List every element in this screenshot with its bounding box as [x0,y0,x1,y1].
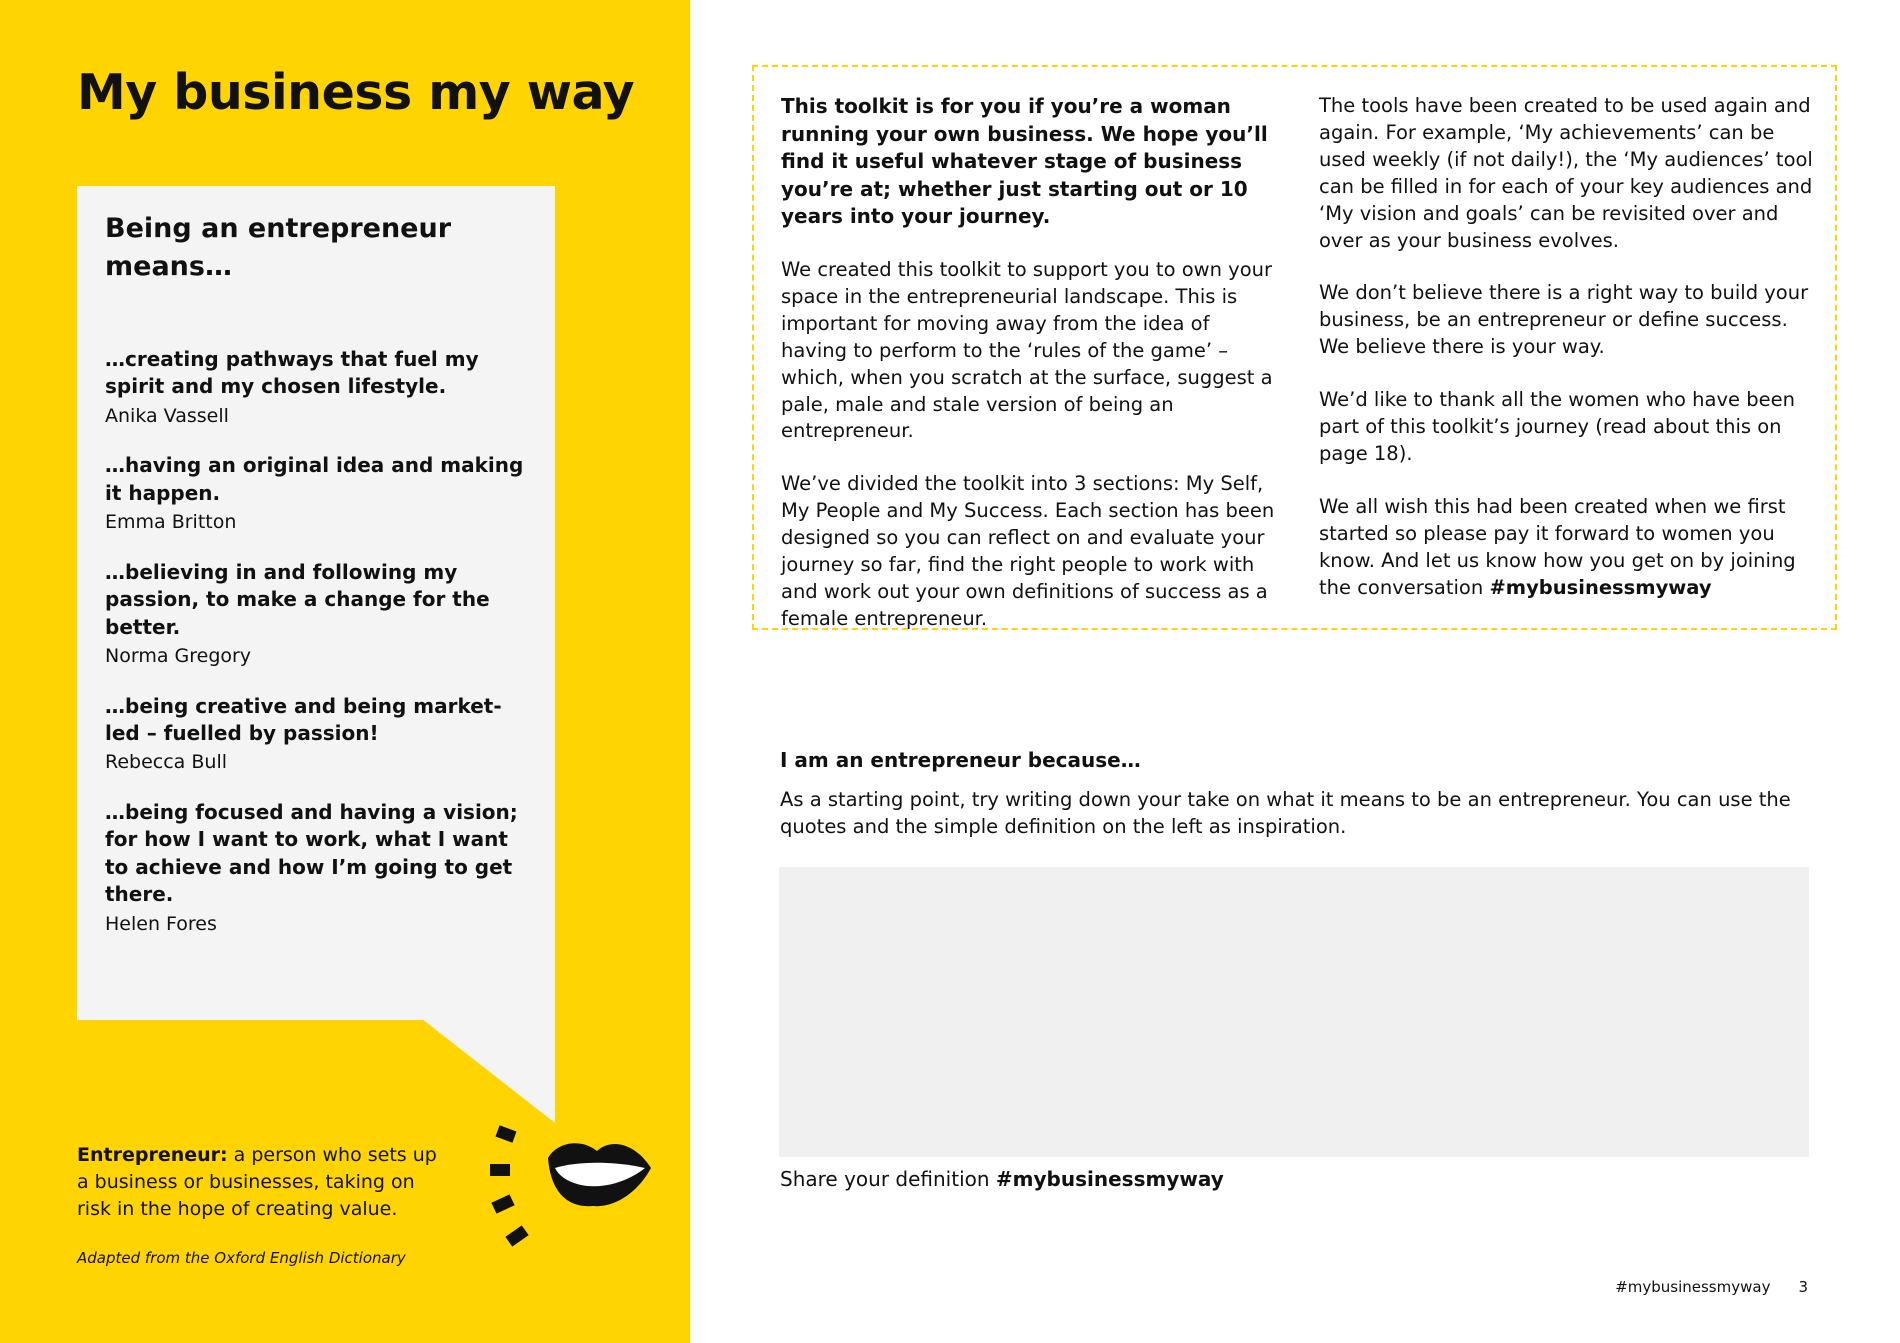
quote-author: Emma Britton [105,511,237,534]
quote-bubble [77,186,555,1020]
bubble-heading: Being an entrepreneur means… [105,213,452,283]
intro-paragraph: We created this toolkit to support you to own your space in the entrepreneurial landscape. This is important for moving away from the idea of having to perform to the ‘rules of the game’ – which, when you scratch at the surface, suggest a pale, male and stale version of being an entrepreneur. [781,257,1273,443]
share-line [780,1167,1224,1191]
intro-paragraph: The tools have been created to be used again and again. For example, ‘My achievements’ can be used weekly (if not daily!), the ‘My audiences’ tool can be filled in for each of your key audiences and ‘My vision and goals’ can be revisited over and over as your business evolves. [1319,94,1813,252]
quote-text: …being focused and having a vision; for how I want to work, what I want to achieve and how I’m going to get there. [105,800,518,907]
speech-dashes [490,1125,529,1246]
quote-list [105,346,535,960]
quote-author: Rebecca Bull [105,751,227,774]
definition-answer-field[interactable] [779,867,1809,1157]
closing-text: We all wish this had been created when we first started so please pay it forward to women you know. And let us know how you get on by joining the conversation [1319,494,1796,599]
quote-item [105,799,535,937]
intro-paragraph: We’d like to thank all the women who have been part of this toolkit’s journey (read about this on page 18). [1319,388,1795,465]
quote-author: Norma Gregory [105,645,252,668]
intro-box [752,65,1837,630]
quote-item [105,559,535,670]
quote-item [105,693,535,776]
share-hashtag: #mybusinessmyway [995,1167,1224,1191]
definition-source: Adapted from the Oxford English Dictionary [77,1249,406,1267]
prompt-instructions: As a starting point, try writing down your take on what it means to be an entrepreneur. You can use the quotes and the simple definition on the left as inspiration. [780,788,1791,838]
page-title: My business my way [77,64,635,121]
intro-paragraph: We don’t believe there is a right way to build your business, be an entrepreneur or define success. We believe there is your way. [1319,281,1809,359]
quote-text: …having an original idea and making it happen. [105,453,524,505]
hashtag: #mybusinessmyway [1489,575,1712,599]
footer-hashtag: #mybusinessmyway [1615,1278,1771,1296]
share-text: Share your definition [780,1167,996,1191]
intro-column-right [1319,93,1819,628]
intro-paragraph: We’ve divided the toolkit into 3 sections: My Self, My People and My Success. Each section has been designed so you can reflect on and evaluate your journey so far, find the right people to work with and work out your own definitions of success as a female entrepreneur. [781,472,1275,630]
quote-text: …being creative and being market-led – fuelled by passion! [105,693,502,746]
quote-text: …believing in and following my passion, to make a change for the better. [105,559,490,639]
definition-text: a person who sets up a business or businesses, taking on risk in the hope of creating value. [77,1144,437,1220]
speech-bubble-tail [422,1019,555,1123]
entrepreneur-definition [77,1142,437,1223]
left-panel [0,0,690,1343]
quote-text: …creating pathways that fuel my spirit and my chosen lifestyle. [105,347,479,399]
page-number: 3 [1798,1278,1808,1296]
intro-column-left [781,93,1276,659]
intro-lead: This toolkit is for you if you’re a woman running your own business. We hope you’ll find it useful whatever stage of business you’re at; whether just starting out or 10 years into your journey. [781,94,1268,229]
definition-term: Entrepreneur: [77,1144,228,1166]
quote-item [105,452,535,535]
quote-item [105,346,535,429]
lips-icon [485,1118,655,1248]
page-footer [1615,1278,1808,1296]
quote-author: Helen Fores [105,912,217,935]
quote-author: Anika Vassell [105,404,229,427]
prompt-heading: I am an entrepreneur because… [780,748,1141,772]
intro-paragraph-closing [1319,494,1819,602]
